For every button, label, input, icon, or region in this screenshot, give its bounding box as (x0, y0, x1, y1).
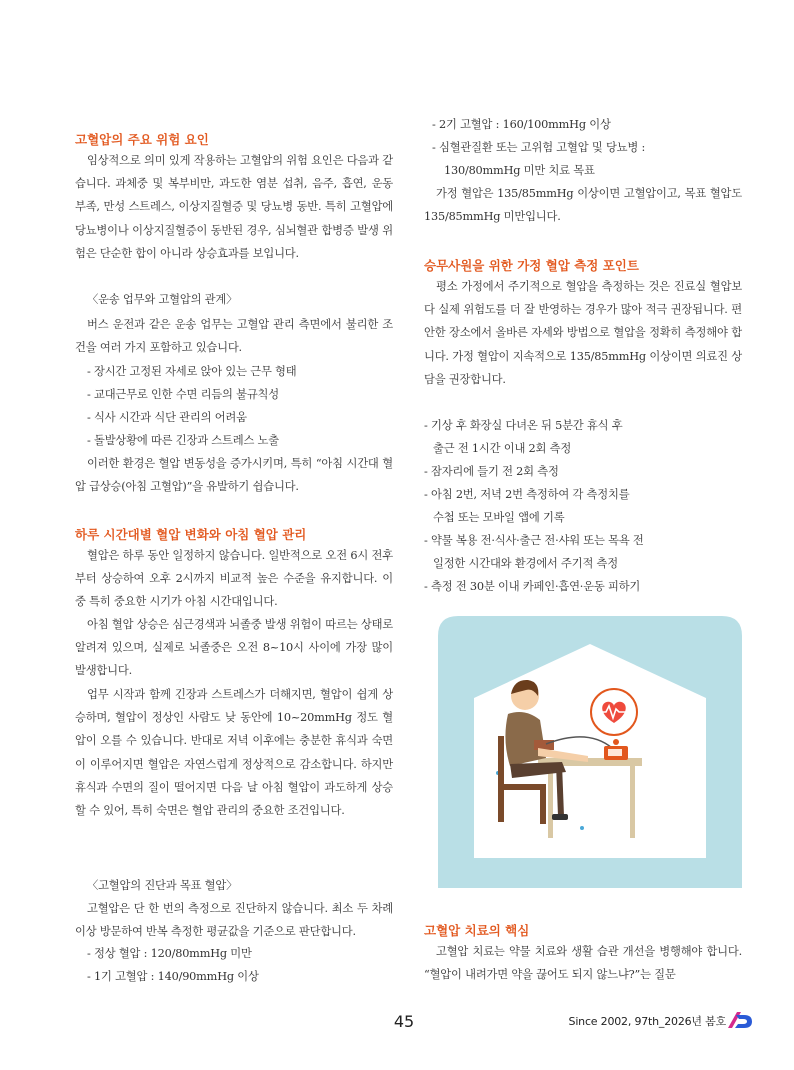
paragraph-morning-risk: 아침 혈압 상승은 심근경색과 뇌졸중 발생 위험이 따르는 상태로 알려져 있으며, 실제로 뇌졸중은 오전 8~10시 사이에 가장 많이 발생합니다. (75, 618, 393, 678)
page-number: 45 (393, 1012, 415, 1031)
list-item: - 돌발상황에 따른 긴장과 스트레스 노출 (87, 434, 279, 447)
paragraph-diagnosis: 고혈압은 단 한 번의 측정으로 진단하지 않습니다. 최소 두 차례 이상 방문하여 반복 측정한 평균값을 기준으로 판단합니다. (75, 902, 393, 939)
issue-info: Since 2002, 97th_2026년 봄호 (568, 1015, 726, 1028)
paragraph-risk-factors: 임상적으로 의미 있게 작용하는 고혈압의 위험 요인은 다음과 같습니다. 과체중 및 복부비만, 과도한 염분 섭취, 음주, 흡연, 운동 부족, 만성 스트레스, 이상지질혈증 및 당뇨병 동반. 특히 고혈압에 당뇨병이나 이상지질혈증이 동반된 경우, 심뇌혈관 합병증 발생 위험은 단순한 합이 아니라 상승효과를 보입니다. (75, 154, 393, 260)
list-item: - 측정 전 30분 이내 카페인·흡연·운동 피하기 (424, 580, 641, 593)
list-item: 130/80mmHg 미만 치료 목표 (444, 164, 595, 177)
blood-pressure-illustration (438, 616, 742, 888)
list-item: 수첩 또는 모바일 앱에 기록 (433, 511, 565, 524)
heading-treatment: 고혈압 치료의 핵심 (424, 923, 530, 938)
list-item: - 정상 혈압 : 120/80mmHg 미만 (87, 947, 252, 960)
list-item: - 장시간 고정된 자세로 앉아 있는 근무 형태 (87, 365, 297, 378)
subheading-diagnosis: 〈고혈압의 진단과 목표 혈압〉 (87, 879, 238, 892)
list-item: 출근 전 1시간 이내 2회 측정 (433, 442, 572, 455)
paragraph-home-measurement: 평소 가정에서 주기적으로 혈압을 측정하는 것은 진료실 혈압보다 실제 위험도를 더 잘 반영하는 경우가 많아 적극 권장됩니다. 편안한 장소에서 올바른 자세와 방법으로 혈압을 정확히 측정해야 합니다. 가정 혈압이 지속적으로 135/85mmHg 이상이면 의료진 상담을 권장합니다. (424, 280, 742, 386)
list-item: - 교대근무로 인한 수면 리듬의 불규칙성 (87, 388, 279, 401)
publisher-logo-icon (728, 1012, 752, 1028)
list-item: - 아침 2번, 저녁 2번 측정하여 각 측정치를 (424, 488, 630, 501)
sparkle-icon (580, 826, 584, 830)
list-item: - 기상 후 화장실 다녀온 뒤 5분간 휴식 후 (424, 419, 623, 432)
list-item: - 약물 복용 전·식사·출근 전·샤워 또는 목욕 전 (424, 534, 644, 547)
heading-daily-variation: 하루 시간대별 혈압 변화와 아침 혈압 관리 (75, 527, 307, 542)
paragraph-stress-sleep: 업무 시작과 함께 긴장과 스트레스가 더해지면, 혈압이 쉽게 상승하며, 혈압이 정상인 사람도 낮 동안에 10~20mmHg 정도 혈압이 오를 수 있습니다. 반대로 저녁 이후에는 충분한 휴식과 숙면이 이루어지면 혈압은 자연스럽게 정상적으로 감소합니다. 하지만 휴식과 수면의 질이 떨어지면 다음 날 아침 혈압이 과도하게 상승할 수 있어, 특히 숙면은 혈압 관리의 중요한 조건입니다. (75, 688, 393, 818)
paragraph-transport-work: 버스 운전과 같은 운송 업무는 고혈압 관리 측면에서 불리한 조건을 여러 가지 포함하고 있습니다. (75, 318, 393, 355)
subheading-transport-work: 〈운송 업무와 고혈압의 관계〉 (87, 293, 238, 306)
paragraph-daily-variation: 혈압은 하루 동안 일정하지 않습니다. 일반적으로 오전 6시 전후부터 상승하여 오후 2시까지 비교적 높은 수준을 유지합니다. 이 중 특히 중요한 시기가 아침 시간대입니다. (75, 549, 393, 609)
list-item: 일정한 시간대와 환경에서 주기적 측정 (433, 557, 618, 570)
list-item: - 식사 시간과 식단 관리의 어려움 (87, 411, 247, 424)
list-item: - 잠자리에 들기 전 2회 측정 (424, 465, 559, 478)
list-item: - 심혈관질환 또는 고위험 고혈압 및 당뇨병 : (432, 141, 646, 154)
paragraph-morning-surge: 이러한 환경은 혈압 변동성을 증가시키며, 특히 “아침 시간대 혈압 급상승(아침 고혈압)”을 유발하기 쉽습니다. (75, 457, 393, 494)
heading-risk-factors: 고혈압의 주요 위험 요인 (75, 132, 209, 147)
list-item: - 2기 고혈압 : 160/100mmHg 이상 (432, 118, 611, 131)
heading-home-measurement: 승무사원을 위한 가정 혈압 측정 포인트 (424, 258, 639, 273)
list-item: - 1기 고혈압 : 140/90mmHg 이상 (87, 970, 259, 983)
paragraph-home-bp: 가정 혈압은 135/85mmHg 이상이면 고혈압이고, 목표 혈압도 135/85mmHg 미만입니다. (424, 187, 742, 224)
paragraph-treatment: 고혈압 치료는 약물 치료와 생활 습관 개선을 병행해야 합니다. “혈압이 내려가면 약을 끊어도 되지 않느냐?”는 질문 (424, 945, 742, 982)
